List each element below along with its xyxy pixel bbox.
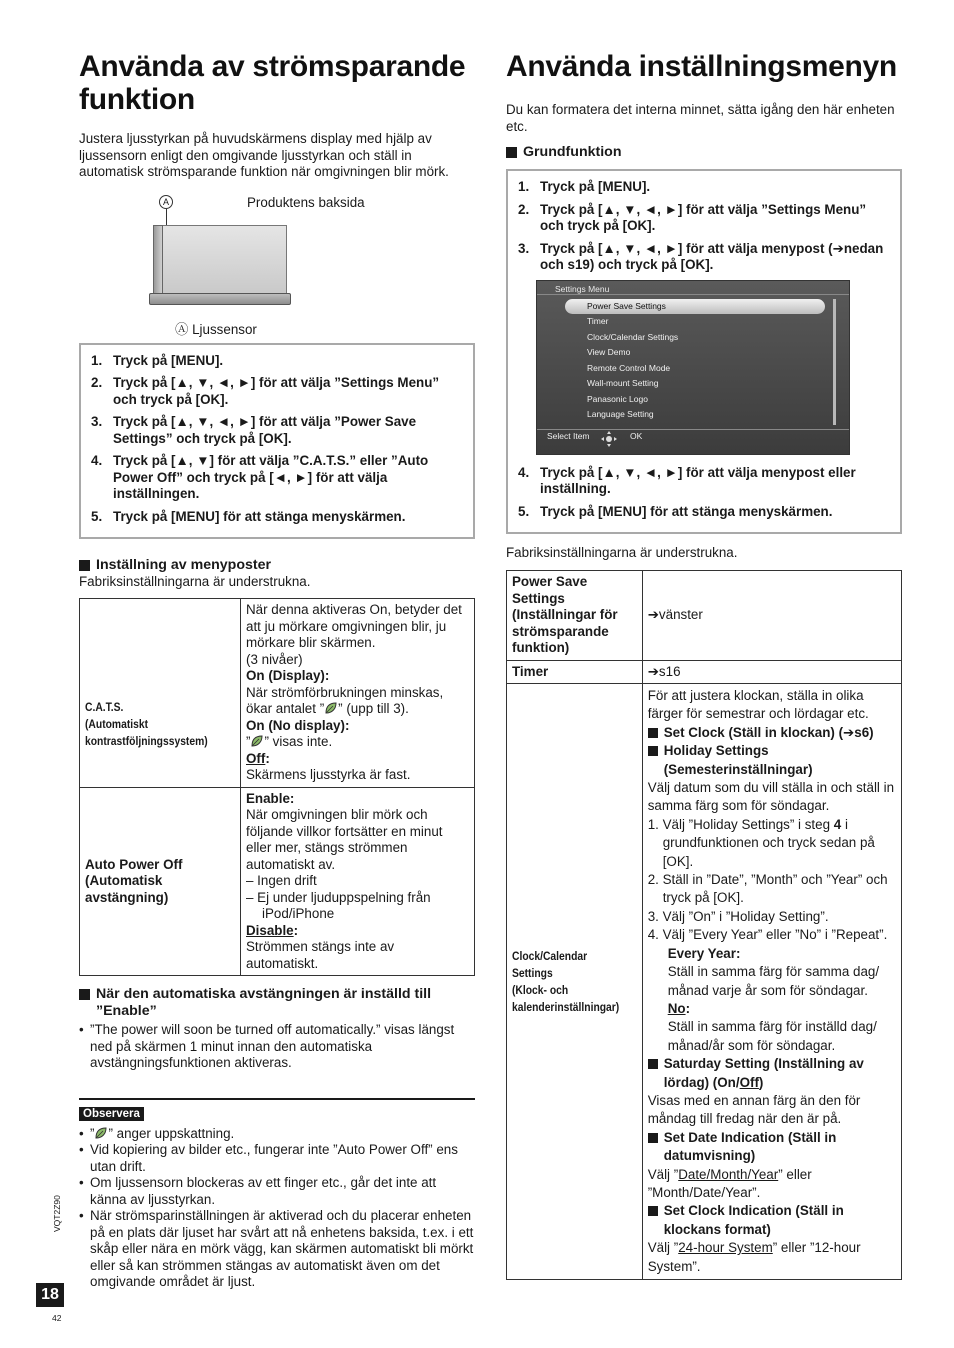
power-save-intro: Justera ljusstyrkan på huvudskärmens display med hjälp av ljussensorn enligt den omgivande ljusstyrkan och ställ in automatisk strömsparande funktion när omgivningen blir mörk. [79, 131, 449, 179]
device-figure [79, 189, 475, 341]
step-number: 4. [518, 464, 530, 480]
right-column [506, 50, 902, 1280]
step-text: Tryck på [▲, ▼, ◄, ►] för att välja menypost (➔nedan och s19) och tryck på [OK]. [540, 240, 884, 272]
square-bullet-icon [648, 746, 658, 756]
device-side [153, 225, 163, 299]
step-text: Tryck på [▲, ▼, ◄, ►] för att välja menypost eller inställning. [540, 464, 856, 496]
select-item-hint: Select Item [547, 430, 590, 441]
step-item [518, 465, 890, 498]
page-number-small: 42 [52, 1313, 62, 1323]
step-item [91, 414, 463, 447]
step-number: 4. [91, 453, 103, 468]
menu-settings-heading: Inställning av menyposter [79, 557, 475, 574]
steps-list [518, 465, 890, 521]
step-number: 1. [91, 352, 103, 368]
steps-box-left [79, 343, 475, 540]
step-item [518, 202, 890, 235]
apo-value-cell: Enable: När omgivningen blir mörk och följande villkor fortsätter en minut eller mer, stängs strömmen automatiskt av. – Ingen drift – Ej under ljuduppspelning från iPod/iPhone Disable: Strömmen stängs inte av automatiskt. [241, 787, 475, 976]
clock-label-cell: Clock/Calendar Settings (Klock- och kalenderinställningar) [507, 684, 643, 1280]
timer-label-cell: Timer [507, 660, 643, 684]
screen-menu-item[interactable]: Timer [587, 316, 609, 326]
device-illustration [149, 225, 289, 305]
square-bullet-icon [648, 728, 658, 738]
screen-menu-item[interactable]: View Demo [587, 347, 631, 357]
square-bullet-icon [648, 1206, 658, 1216]
square-bullet-icon [79, 989, 90, 1000]
screen-menu-item[interactable]: Power Save Settings [565, 299, 825, 315]
step-text: Tryck på [MENU] för att stänga menyskärmen. [540, 503, 833, 519]
menu-settings-table [79, 598, 475, 976]
cats-label-cell: C.A.T.S. (Automatiskt kontrastföljningssystem) [80, 599, 241, 788]
clock-value-cell: För att justera klockan, ställa in olika färger för semestrar och lördagar etc. Set Clock (Ställ in klockan) (➔s6) Holiday Settings (Semesterinställningar) Välj datum som du vill ställa in och ställ in samma färg som för söndagar. 1. Välj ”Holiday Settings” i steg 4 i grundfunktionen och tryck sedan på [OK]. 2. Ställ in ”Date”, ”Month” och ”Year” och tryck på [OK]. 3. Välj ”On” i ”Holiday Setting”. 4. Välj ”Every Year” eller ”No” i ”Repeat”. Every Year: Ställ in samma färg för samma dag/ månad varje år som för söndagar. No: Ställ in samma färg för inställd dag/ månad/år som för söndagar. Saturday Setting (Inställning av lördag) (On/Off) Visas med en annan färg än den för måndag till fredag när den är på. Set Date Indication (Ställ in datumvisning) Välj ”Date/Month/Year” eller ”Month/Date/Year”. Set Clock Indication (Ställ in klockans format) Välj ”24-hour System” eller ”12-hour System”. [642, 684, 901, 1280]
screen-divider [537, 429, 849, 430]
square-bullet-icon [648, 1059, 658, 1069]
table-row [507, 660, 902, 684]
scrollbar [833, 299, 836, 425]
step-number: 5. [91, 508, 103, 524]
factory-note: Fabriksinställningarna är understrukna. [79, 574, 311, 589]
steps-list [91, 353, 463, 526]
steps-box-right [506, 169, 902, 534]
screen-menu-item[interactable]: Panasonic Logo [587, 393, 648, 404]
factory-note: Fabriksinställningarna är understrukna. [506, 545, 738, 560]
square-bullet-icon [79, 560, 90, 571]
step-number: 2. [91, 375, 103, 390]
device-screen [162, 225, 287, 295]
enable-bullet: • ”The power will soon be turned off automatically.” visas längst ned på skärmen 1 minut innan den automatiska avstängningsfunktionen aktiveras. [79, 1022, 475, 1072]
basic-heading: Grundfunktion [506, 144, 902, 161]
cats-value-cell: När denna aktiveras On, betyder det att ju mörkare omgivningen blir, ju mörkare blir skärmen. (3 nivåer) On (Display): När strömförbrukningen minskas, ökar antalet ” ” (upp till 3). On (No display): ” ” visas inte. Off: Skärmens ljusstyrka är fast. [241, 599, 475, 788]
steps-list [518, 179, 890, 274]
apo-label-cell: Auto Power Off (Automatisk avstängning) [80, 787, 241, 976]
note-item: • När strömsparinställningen är aktiverad och du placerar enheten på en plats där ljuset har svårt att nå enhetens baksida, t.ex. i ett skåp eller nära en mörk vägg, kan skärmen automatiskt bli mörkt eller så kan strömmen stängas av automatiskt även om det omgivande området är ljust. [79, 1208, 475, 1291]
dpad-icon [601, 431, 617, 447]
step-number: 1. [518, 179, 530, 194]
table-row [507, 684, 902, 1280]
step-number: 2. [518, 201, 530, 217]
note-item: • ” ” anger uppskattning. [79, 1126, 475, 1143]
leaf-icon [324, 701, 338, 715]
screen-title: Settings Menu [555, 283, 610, 294]
power-save-title: Använda av strömsparande funktion [79, 50, 466, 116]
psave-value-cell: ➔vänster [642, 571, 901, 661]
note-item: • Om ljussensorn blockeras av ett finger etc., går det inte att känna av ljusstyrkan. [79, 1175, 475, 1208]
step-item [91, 509, 463, 526]
square-bullet-icon [648, 1133, 658, 1143]
step-item [518, 241, 890, 274]
step-text: Tryck på [▲, ▼] för att välja ”C.A.T.S.” eller ”Auto Power Off” och tryck på [◄, ►] för att välja inställningen. [113, 453, 429, 501]
figure-caption-sensor: Ⓐ Ljussensor [175, 321, 257, 337]
step-number: 3. [91, 414, 103, 429]
step-item [518, 504, 890, 521]
screen-menu-item[interactable]: Wall-mount Setting [587, 378, 659, 388]
ok-hint: OK [630, 430, 643, 441]
enable-heading: När den automatiska avstängningen är inställd till ”Enable” [79, 986, 475, 1020]
screen-menu-list [565, 299, 825, 423]
step-item [91, 353, 463, 370]
page-number: 18 [36, 1283, 64, 1307]
settings-table [506, 570, 902, 1280]
marker-a: A [159, 195, 173, 209]
settings-intro: Du kan formatera det interna minnet, sätta igång den här enheten etc. [506, 102, 895, 134]
step-text: Tryck på [▲, ▼, ◄, ►] för att välja ”Power Save Settings” och tryck på [OK]. [113, 414, 417, 446]
screen-divider [537, 294, 849, 295]
step-item [518, 179, 890, 196]
step-text: Tryck på [MENU] för att stänga menyskärmen. [113, 508, 406, 524]
device-base [149, 293, 291, 305]
step-text: Tryck på [MENU]. [113, 352, 224, 368]
timer-value-cell: ➔s16 [642, 660, 901, 684]
screen-menu-item[interactable]: Language Setting [587, 409, 654, 419]
step-text: Tryck på [▲, ▼, ◄, ►] för att välja ”Settings Menu” och tryck på [OK]. [540, 201, 867, 233]
screen-menu-item[interactable]: Clock/Calendar Settings [587, 331, 679, 342]
psave-label-cell: Power Save Settings (Inställningar för strömsparande funktion) [507, 571, 643, 661]
figure-caption-back: Produktens baksida [247, 194, 365, 210]
step-text: Tryck på [MENU]. [540, 179, 651, 194]
observera-label: Observera [79, 1107, 144, 1121]
step-number: 5. [518, 503, 530, 519]
table-row [80, 787, 475, 976]
settings-menu-screenshot [536, 280, 850, 455]
step-number: 3. [518, 240, 530, 256]
step-item [91, 453, 463, 503]
step-text: Tryck på [▲, ▼, ◄, ►] för att välja ”Settings Menu” och tryck på [OK]. [113, 375, 440, 407]
left-column [79, 50, 475, 1291]
square-bullet-icon [506, 147, 517, 158]
table-row [507, 571, 902, 661]
table-row [80, 599, 475, 788]
screen-menu-item[interactable]: Remote Control Mode [587, 362, 671, 373]
note-item: • Vid kopiering av bilder etc., fungerar inte ”Auto Power Off” ens utan drift. [79, 1142, 475, 1175]
leaf-icon [250, 734, 264, 748]
model-code: VQT2Z90 [52, 1195, 62, 1232]
step-item [91, 375, 463, 408]
settings-menu-title: Använda inställningsmenyn [506, 50, 897, 83]
leaf-icon [94, 1126, 108, 1140]
